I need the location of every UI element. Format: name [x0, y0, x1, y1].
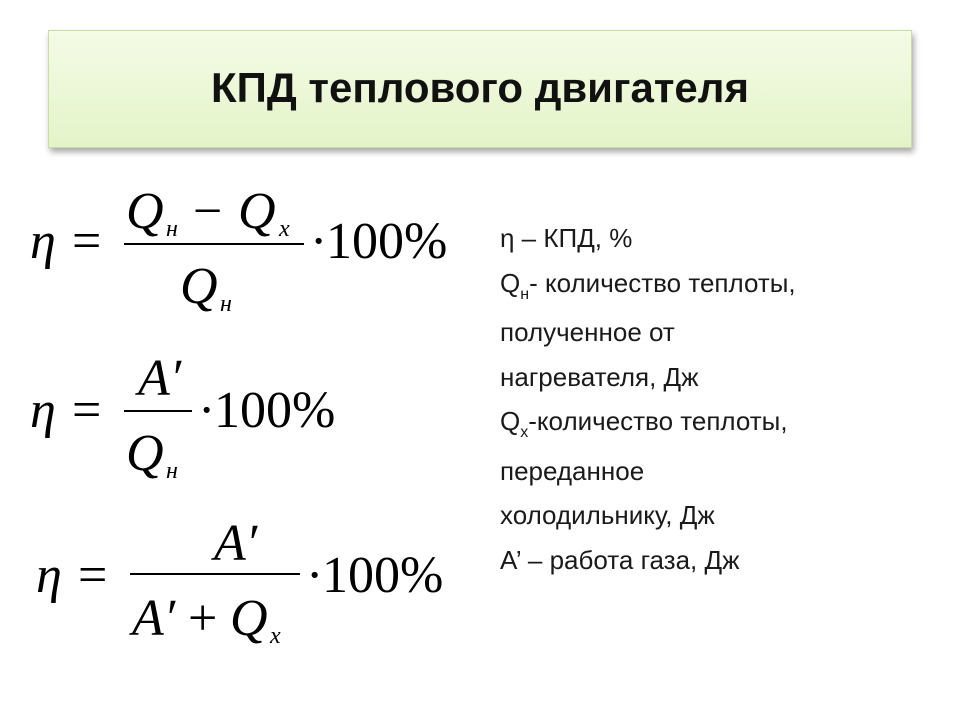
legend-text-line: холодильнику, Дж: [500, 500, 715, 530]
formula-efficiency-work: [28, 345, 388, 495]
numerator-work: A′: [214, 515, 258, 572]
hundred-percent: 100%: [214, 382, 336, 439]
numerator-q-cooler: Q: [238, 183, 276, 240]
denominator-sub-x: x: [270, 623, 281, 649]
formula-1-svg: [28, 178, 478, 328]
numerator-work: A′: [138, 350, 182, 407]
legend-heat-given: [500, 399, 940, 449]
legend-q-symbol: Q: [500, 406, 521, 436]
slide-title: КПД теплового двигателя: [211, 64, 749, 111]
equals-sign: =: [78, 547, 108, 604]
legend-text-line: нагревателя, Дж: [500, 361, 699, 392]
legend-heat-received: [500, 261, 940, 311]
legend-q-symbol: Q: [500, 267, 521, 298]
equals-sign: =: [72, 382, 102, 439]
numerator-sub-x: x: [279, 216, 290, 242]
multiply-dot: ·: [198, 382, 216, 439]
title-banner: [48, 30, 912, 148]
multiply-dot: ·: [310, 213, 328, 270]
formula-3-svg: [34, 510, 474, 660]
legend-q-description: - количество теплоты,: [529, 267, 796, 298]
eta-symbol: η: [30, 213, 56, 270]
legend-q-subscript: х: [520, 424, 529, 441]
denominator-q-cooler: Q: [230, 590, 268, 647]
plus-sign: +: [188, 590, 218, 647]
denominator-work: A′: [132, 590, 176, 647]
formula-2-svg: [28, 345, 388, 495]
equals-sign: =: [72, 213, 102, 270]
legend-work: А’ – работа газа, Дж: [500, 544, 740, 575]
numerator-q-heater: Q: [126, 183, 164, 240]
eta-symbol: η: [36, 547, 62, 604]
minus-sign: −: [193, 183, 223, 240]
denominator-sub-h: н: [166, 458, 178, 484]
denominator-q-heater: Q: [180, 258, 218, 315]
formula-efficiency-heat: [28, 178, 478, 328]
hundred-percent: 100%: [326, 213, 448, 270]
legend-text-line: переданное: [500, 455, 645, 486]
denominator-sub-h: н: [220, 291, 232, 317]
legend-efficiency: η – КПД, %: [500, 223, 633, 253]
hundred-percent: 100%: [322, 547, 444, 604]
formula-efficiency-work-cooler: [34, 510, 474, 660]
eta-symbol: η: [30, 382, 56, 439]
multiply-dot: ·: [306, 547, 324, 604]
legend-q-description: -количество теплоты,: [528, 406, 788, 436]
legend-text-line: полученное от: [500, 317, 675, 347]
variables-legend: [500, 216, 940, 582]
numerator-sub-h: н: [166, 216, 178, 242]
legend-q-subscript: н: [520, 285, 530, 303]
denominator-q-heater: Q: [126, 425, 164, 482]
